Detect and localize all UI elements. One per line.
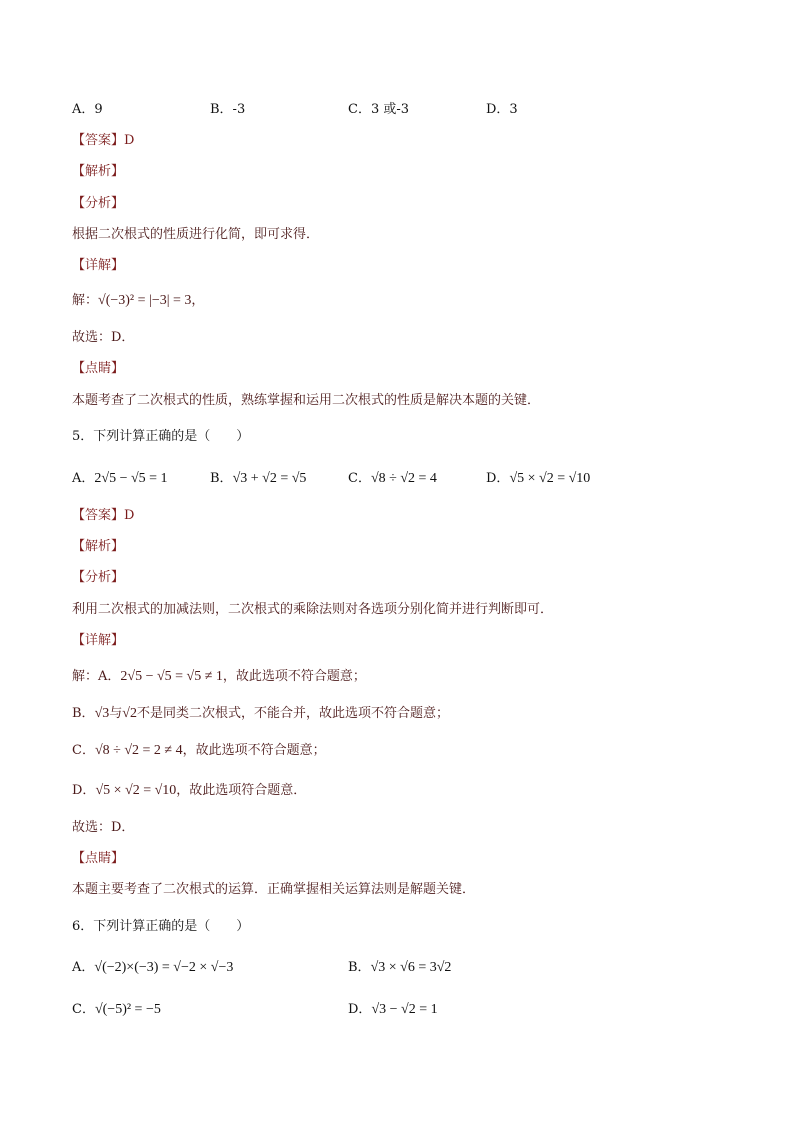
q5-detail-line-b [72,705,449,723]
q4-fenxi-label: 【分析】 [72,196,125,211]
q5-option-b-math: √3 + √2 = √5 [232,471,307,486]
q5-option-c-math: √8 ÷ √2 = 4 [370,471,437,486]
q5-option-d-letter: D． [486,471,510,486]
q4-analysis-label: 【解析】 [72,164,125,179]
q4-option-d: D．3 [486,102,518,117]
q5-detail-label: 【详解】 [72,633,125,648]
q4-comment-text: 本题考查了二次根式的性质，熟练掌握和运用二次根式的性质是解决本题的关键． [72,393,541,408]
q5-detail-line-c [72,742,326,760]
q6-option-d [348,1001,438,1019]
q5-detail-line-d [72,782,306,800]
q6-option-b [348,959,451,977]
q6-option-b-letter: B． [348,960,371,975]
q5-option-d-math: √5 × √2 = √10 [509,471,591,486]
q4-detail-math: √(−3)² = |−3| = 3 [98,293,192,308]
q5-comment-label: 【点睛】 [72,851,125,866]
q5-detail-line-a [72,668,366,686]
q4-detail-label: 【详解】 [72,258,125,273]
q4-answer-label: 【答案】D [72,133,135,148]
q5-line-b-math1: √3 [94,706,110,721]
q5-comment-text: 本题主要考查了二次根式的运算．正确掌握相关运算法则是解题关键． [72,882,476,897]
q5-line-b-suffix: 不是同类二次根式，不能合并，故此选项不符合题意； [136,706,449,721]
q4-detail-suffix: ， [191,293,205,308]
q5-line-c-math: √8 ÷ √2 = 2 ≠ 4 [94,743,183,758]
q4-detail-prefix: 解： [72,293,99,308]
q5-fenxi-label: 【分析】 [72,570,125,585]
q5-option-c [348,470,437,488]
q6-stem: 6．下列计算正确的是（ ） [72,919,250,934]
q5-option-a-math: 2√5 − √5 = 1 [94,471,168,486]
q4-option-a: A．9 [72,102,103,117]
q4-choose: 故选：D． [72,330,135,345]
q5-option-a-letter: A． [72,471,95,486]
q4-option-b: B．-3 [210,102,246,117]
q6-option-a-math: √(−2)×(−3) = √−2 × √−3 [94,960,234,975]
q5-fenxi-text: 利用二次根式的加减法则，二次根式的乘除法则对各选项分别化简并进行判断即可． [72,602,554,617]
q6-option-b-math: √3 × √6 = 3√2 [370,960,452,975]
q5-stem: 5．下列计算正确的是（ ） [72,429,250,444]
q5-option-c-letter: C． [348,471,371,486]
q5-line-a-math: 2√5 − √5 = √5 ≠ 1 [120,669,223,684]
q5-line-d-prefix: D． [72,783,96,798]
q6-option-a [72,959,233,977]
q6-option-c-math: √(−5)² = −5 [94,1002,161,1017]
q5-line-c-suffix: ，故此选项不符合题意； [182,743,326,758]
q5-option-d [486,470,590,488]
q5-option-b [210,470,306,488]
q5-line-d-math: √5 × √2 = √10 [95,783,177,798]
q5-line-b-prefix: B． [72,706,95,721]
q6-option-c-letter: C． [72,1002,95,1017]
q5-line-d-suffix: ，故此选项符合题意． [176,783,307,798]
q5-answer-label: 【答案】D [72,508,135,523]
q6-option-a-letter: A． [72,960,95,975]
q6-option-c [72,1001,161,1019]
q5-line-c-prefix: C． [72,743,95,758]
q4-fenxi-text: 根据二次根式的性质进行化简，即可求得． [72,227,320,242]
q5-line-a-prefix: 解：A． [72,669,121,684]
q5-line-a-suffix: ，故此选项不符合题意； [222,669,366,684]
q5-line-b-math2: √2 [122,706,137,721]
q4-comment-label: 【点睛】 [72,361,125,376]
q6-option-d-math: √3 − √2 = 1 [371,1002,438,1017]
q4-detail-line [72,292,204,310]
q5-option-b-letter: B． [210,471,233,486]
q4-option-c: C．3 或-3 [348,102,410,117]
q6-option-d-letter: D． [348,1002,372,1017]
q5-line-b-mid: 与 [109,706,123,721]
q5-analysis-label: 【解析】 [72,539,125,554]
q5-choose: 故选：D． [72,820,135,835]
q5-option-a [72,470,168,488]
